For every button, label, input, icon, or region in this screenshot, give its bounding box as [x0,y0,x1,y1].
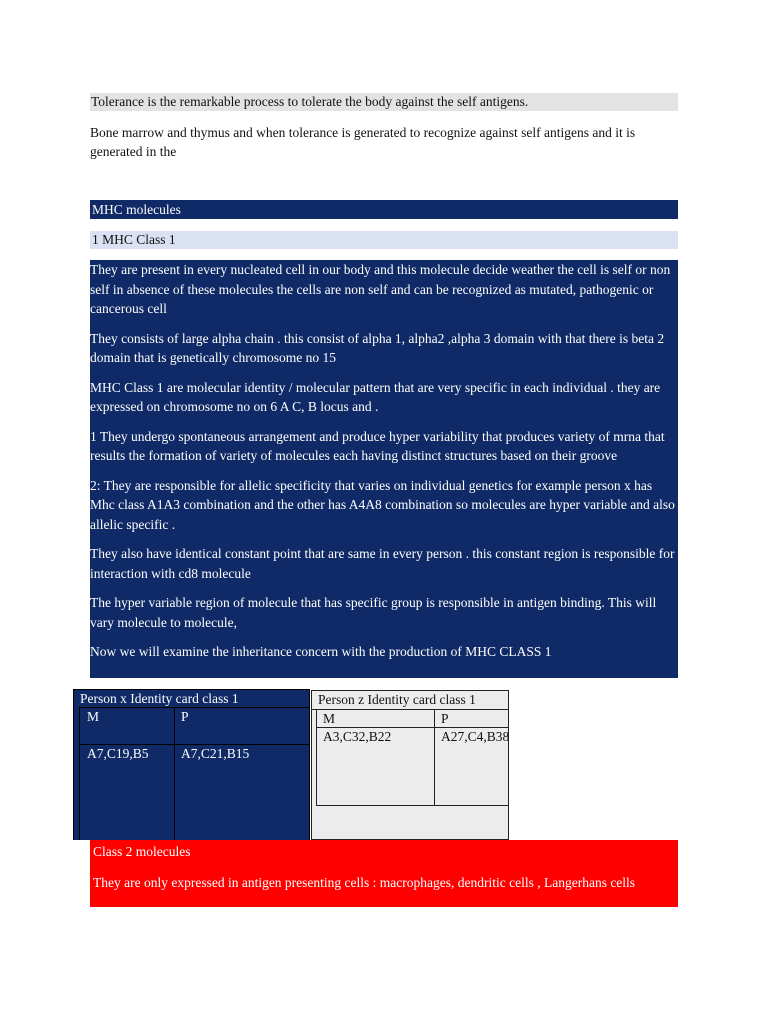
class2-text: They are only expressed in antigen presenting cells : macrophages, dendritic cells , Langerhans cells [93,874,636,890]
class2-block [90,840,678,907]
class1-paragraph-5: 2: They are responsible for allelic specificity that varies on individual genetics for example person x has Mhc class A1A3 combination and the other has A4A8 combination so molecules are hyper variable and also allelic specific . [90,477,675,532]
person-x-value-m: A7,C19,B5 [87,746,149,761]
class1-paragraph-4: 1 They undergo spontaneous arrangement and produce hyper variability that produces variety of mrna that results the formation of variety of molecules each having distinct structures based on their groove [90,428,665,463]
bone-marrow-paragraph: Bone marrow and thymus and when tolerance is generated to recognize against self antigens and it is generated in the [90,125,636,159]
class1-paragraph-1: They are present in every nucleated cell in our body and this molecule decide weather the cell is self or non self in absence of these molecules the cells are non self and can be recognized as mutated, pathogenic or cancerous cell [90,262,671,316]
person-z-col-m: M [323,711,336,726]
person-z-identity-table [311,690,509,840]
person-x-col-p: P [181,709,189,724]
person-z-col-p: P [441,711,449,726]
mhc-molecules-heading: MHC molecules [90,200,678,219]
person-x-table-title: Person x Identity card class 1 [80,691,239,706]
class1-paragraph-6: They also have identical constant point that are same in every person . this constant region is responsible for interaction with cd8 molecule [90,546,675,581]
class1-description-block [90,260,678,678]
class1-paragraph-8: Now we will examine the inheritance concern with the production of MHC CLASS 1 [90,644,552,659]
person-x-col-m: M [87,709,100,724]
class1-paragraph-2: They consists of large alpha chain . this consist of alpha 1, alpha2 ,alpha 3 domain with that there is beta 2 domain that is genetically chromosome no 15 [90,330,665,365]
class1-paragraph-3: MHC Class 1 are molecular identity / molecular pattern that are very specific in each individual . they are expressed on chromosome no on 6 A C, B locus and . [90,379,661,414]
person-z-value-m: A3,C32,B22 [323,729,392,744]
person-x-value-p: A7,C21,B15 [181,746,250,761]
person-z-value-p: A27,C4,B38 [441,729,510,744]
person-x-identity-table [73,689,310,840]
mhc-class1-heading: 1 MHC Class 1 [90,231,678,249]
class1-paragraph-7: The hyper variable region of molecule that has specific group is responsible in antigen binding. This will vary molecule to molecule, [90,595,657,630]
class2-heading: Class 2 molecules [93,844,191,859]
person-z-table-title: Person z Identity card class 1 [318,692,476,707]
tolerance-line: Tolerance is the remarkable process to tolerate the body against the self antigens. [90,93,678,111]
